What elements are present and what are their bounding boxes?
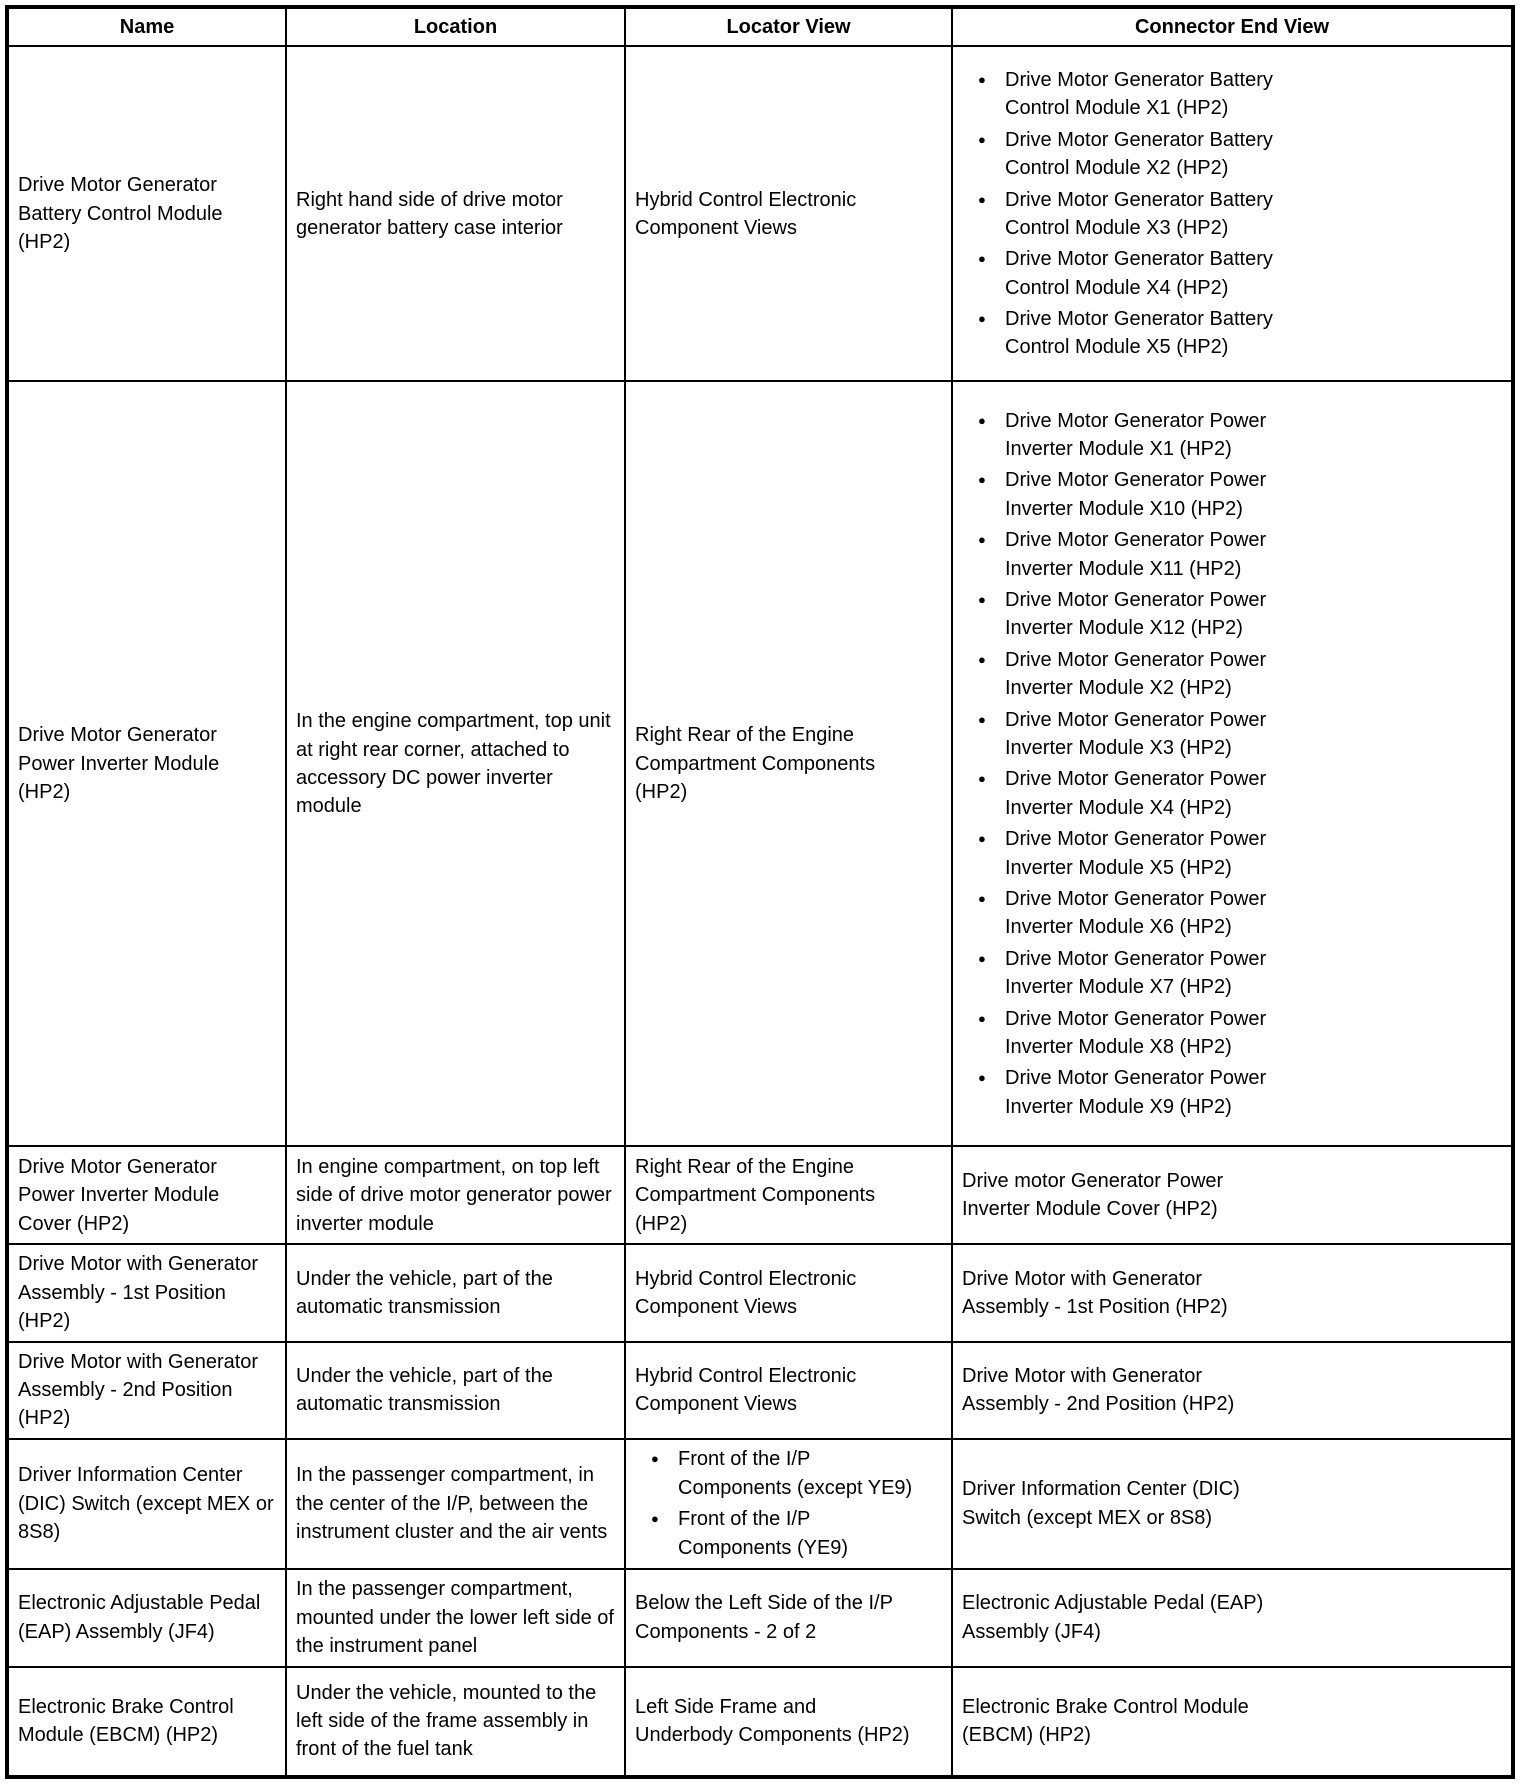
list-item-text: Drive Motor Generator Power Inverter Module X5 (HP2) (1005, 828, 1267, 879)
list-item (976, 885, 1502, 942)
name-cell (7, 1244, 286, 1341)
cell-text: Electronic Adjustable Pedal (EAP) Assembly (JF4) (962, 1592, 1264, 1643)
bullet-icon: ● (978, 532, 986, 548)
table-row (7, 381, 1513, 1146)
locator-view-cell (625, 1667, 952, 1777)
cell-text: Under the vehicle, part of the automatic transmission (296, 1267, 553, 1318)
table-row (7, 1342, 1513, 1439)
list-item-text: Drive Motor Generator Power Inverter Module X10 (HP2) (1005, 469, 1267, 520)
list-item (976, 305, 1502, 362)
locator-view-cell (625, 1244, 952, 1341)
bullet-icon: ● (978, 1010, 986, 1026)
bullet-icon: ● (978, 1070, 986, 1086)
list-item (976, 66, 1502, 123)
name-cell (7, 1439, 286, 1569)
location-cell (286, 1569, 625, 1667)
bullet-list (962, 407, 1502, 1121)
table-row (7, 1146, 1513, 1244)
bullet-icon: ● (978, 131, 986, 147)
list-item-text: Drive Motor Generator Power Inverter Module X9 (HP2) (1005, 1067, 1267, 1118)
list-item (976, 186, 1502, 243)
list-item (976, 407, 1502, 464)
locator-view-cell (625, 1439, 952, 1569)
table-row (7, 1439, 1513, 1569)
name-cell (7, 1342, 286, 1439)
locator-view-cell (625, 1146, 952, 1244)
bullet-icon: ● (978, 711, 986, 727)
connector-end-view-cell (952, 1439, 1513, 1569)
locator-view-cell (625, 46, 952, 381)
header-location: Location (286, 7, 625, 46)
cell-text: In the passenger compartment, in the center of the I/P, between the instrument cluster and the air vents (296, 1464, 608, 1543)
bullet-icon: ● (978, 251, 986, 267)
name-cell (7, 1569, 286, 1667)
list-item-text: Drive Motor Generator Battery Control Module X5 (HP2) (1005, 308, 1273, 359)
name-cell (7, 46, 286, 381)
table-body (7, 46, 1513, 1776)
component-location-table (5, 5, 1515, 1779)
header-connector-end-view: Connector End View (952, 7, 1513, 46)
connector-end-view-cell (952, 46, 1513, 381)
list-item (976, 526, 1502, 583)
cell-text: Drive Motor Generator Battery Control Module (HP2) (18, 174, 223, 254)
cell-text: Drive Motor with Generator Assembly - 1st Position (HP2) (962, 1267, 1228, 1318)
connector-end-view-cell (952, 381, 1513, 1146)
location-cell (286, 46, 625, 381)
location-cell (286, 1342, 625, 1439)
header-locator-view: Locator View (625, 7, 952, 46)
table-row (7, 1667, 1513, 1777)
bullet-icon: ● (978, 472, 986, 488)
bullet-icon: ● (978, 950, 986, 966)
cell-text: Left Side Frame and Underbody Components (HP2) (635, 1695, 910, 1747)
bullet-list (635, 1445, 942, 1562)
location-cell (286, 1667, 625, 1777)
list-item (976, 466, 1502, 523)
bullet-icon: ● (978, 71, 986, 87)
table-row (7, 46, 1513, 381)
location-cell (286, 1146, 625, 1244)
cell-text: Hybrid Control Electronic Component Views (635, 188, 857, 239)
name-cell (7, 381, 286, 1146)
locator-view-cell (625, 1342, 952, 1439)
location-cell (286, 1439, 625, 1569)
list-item-text: Drive Motor Generator Power Inverter Module X6 (HP2) (1005, 887, 1267, 939)
location-cell (286, 1244, 625, 1341)
list-item (976, 765, 1502, 822)
cell-text: Driver Information Center (DIC) Switch (except MEX or 8S8) (962, 1478, 1240, 1529)
list-item-text: Drive Motor Generator Battery Control Module X4 (HP2) (1005, 248, 1273, 299)
list-item (976, 945, 1502, 1002)
cell-text: Under the vehicle, part of the automatic transmission (296, 1364, 553, 1416)
cell-text: Hybrid Control Electronic Component Views (635, 1364, 857, 1416)
cell-text: Under the vehicle, mounted to the left side of the frame assembly in front of the fuel tank (296, 1681, 597, 1761)
list-item-text: Drive Motor Generator Power Inverter Module X4 (HP2) (1005, 768, 1267, 819)
connector-end-view-cell (952, 1667, 1513, 1777)
cell-text: In the engine compartment, top unit at right rear corner, attached to accessory DC power inverter module (296, 710, 611, 818)
list-item-text: Drive Motor Generator Power Inverter Module X8 (HP2) (1005, 1007, 1267, 1058)
list-item (976, 706, 1502, 763)
cell-text: Drive motor Generator Power Inverter Module Cover (HP2) (962, 1170, 1224, 1221)
list-item (976, 245, 1502, 302)
cell-text: Drive Motor with Generator Assembly - 2nd Position (HP2) (962, 1364, 1235, 1416)
bullet-icon: ● (978, 831, 986, 847)
cell-text: Right hand side of drive motor generator battery case interior (296, 188, 563, 239)
bullet-icon: ● (978, 311, 986, 327)
list-item-text: Drive Motor Generator Power Inverter Module X2 (HP2) (1005, 648, 1267, 700)
cell-text: Electronic Brake Control Module (EBCM) (HP2) (18, 1695, 234, 1747)
cell-text: In the passenger compartment, mounted under the lower left side of the instrument panel (296, 1578, 614, 1657)
cell-text: Electronic Adjustable Pedal (EAP) Assembly (JF4) (18, 1592, 261, 1643)
header-name: Name (7, 7, 286, 46)
list-item-text: Drive Motor Generator Battery Control Module X3 (HP2) (1005, 188, 1273, 239)
cell-text: In engine compartment, on top left side of drive motor generator power inverter module (296, 1155, 612, 1235)
list-item-text: Front of the I/P Components (except YE9) (678, 1448, 913, 1499)
cell-text: Right Rear of the Engine Compartment Components (HP2) (635, 1155, 876, 1235)
table-row (7, 1244, 1513, 1341)
connector-end-view-cell (952, 1244, 1513, 1341)
location-cell (286, 381, 625, 1146)
list-item (976, 1005, 1502, 1062)
cell-text: Driver Information Center (DIC) Switch (except MEX or 8S8) (18, 1464, 274, 1543)
connector-end-view-cell (952, 1342, 1513, 1439)
bullet-icon: ● (651, 1511, 659, 1527)
list-item (649, 1505, 942, 1562)
list-item (976, 825, 1502, 882)
cell-text: Electronic Brake Control Module (EBCM) (HP2) (962, 1695, 1249, 1747)
list-item-text: Drive Motor Generator Power Inverter Module X3 (HP2) (1005, 708, 1267, 759)
bullet-icon: ● (978, 592, 986, 608)
list-item-text: Drive Motor Generator Battery Control Module X1 (HP2) (1005, 68, 1273, 120)
cell-text: Drive Motor Generator Power Inverter Module (HP2) (18, 724, 220, 804)
list-item-text: Drive Motor Generator Battery Control Module X2 (HP2) (1005, 128, 1273, 180)
table-header (7, 7, 1513, 46)
list-item (976, 126, 1502, 183)
locator-view-cell (625, 1569, 952, 1667)
cell-text: Drive Motor with Generator Assembly - 1st Position (HP2) (18, 1253, 259, 1333)
list-item-text: Front of the I/P Components (YE9) (678, 1508, 849, 1559)
cell-text: Drive Motor with Generator Assembly - 2nd Position (HP2) (18, 1350, 259, 1430)
bullet-icon: ● (978, 412, 986, 428)
name-cell (7, 1667, 286, 1777)
list-item (649, 1445, 942, 1502)
locator-view-cell (625, 381, 952, 1146)
cell-text: Drive Motor Generator Power Inverter Module Cover (HP2) (18, 1155, 220, 1235)
bullet-icon: ● (978, 890, 986, 906)
bullet-icon: ● (978, 771, 986, 787)
list-item-text: Drive Motor Generator Power Inverter Module X1 (HP2) (1005, 409, 1267, 461)
list-item-text: Drive Motor Generator Power Inverter Module X11 (HP2) (1005, 529, 1267, 580)
cell-text: Below the Left Side of the I/P Components - 2 of 2 (635, 1592, 893, 1643)
list-item (976, 646, 1502, 703)
cell-text: Hybrid Control Electronic Component Views (635, 1267, 857, 1318)
connector-end-view-cell (952, 1146, 1513, 1244)
header-row (7, 7, 1513, 46)
bullet-icon: ● (651, 1451, 659, 1467)
list-item-text: Drive Motor Generator Power Inverter Module X12 (HP2) (1005, 589, 1267, 640)
list-item-text: Drive Motor Generator Power Inverter Module X7 (HP2) (1005, 947, 1267, 999)
bullet-icon: ● (978, 651, 986, 667)
bullet-icon: ● (978, 191, 986, 207)
connector-end-view-cell (952, 1569, 1513, 1667)
name-cell (7, 1146, 286, 1244)
list-item (976, 586, 1502, 643)
bullet-list (962, 66, 1502, 362)
cell-text: Right Rear of the Engine Compartment Components (HP2) (635, 724, 876, 804)
table-row (7, 1569, 1513, 1667)
list-item (976, 1064, 1502, 1121)
